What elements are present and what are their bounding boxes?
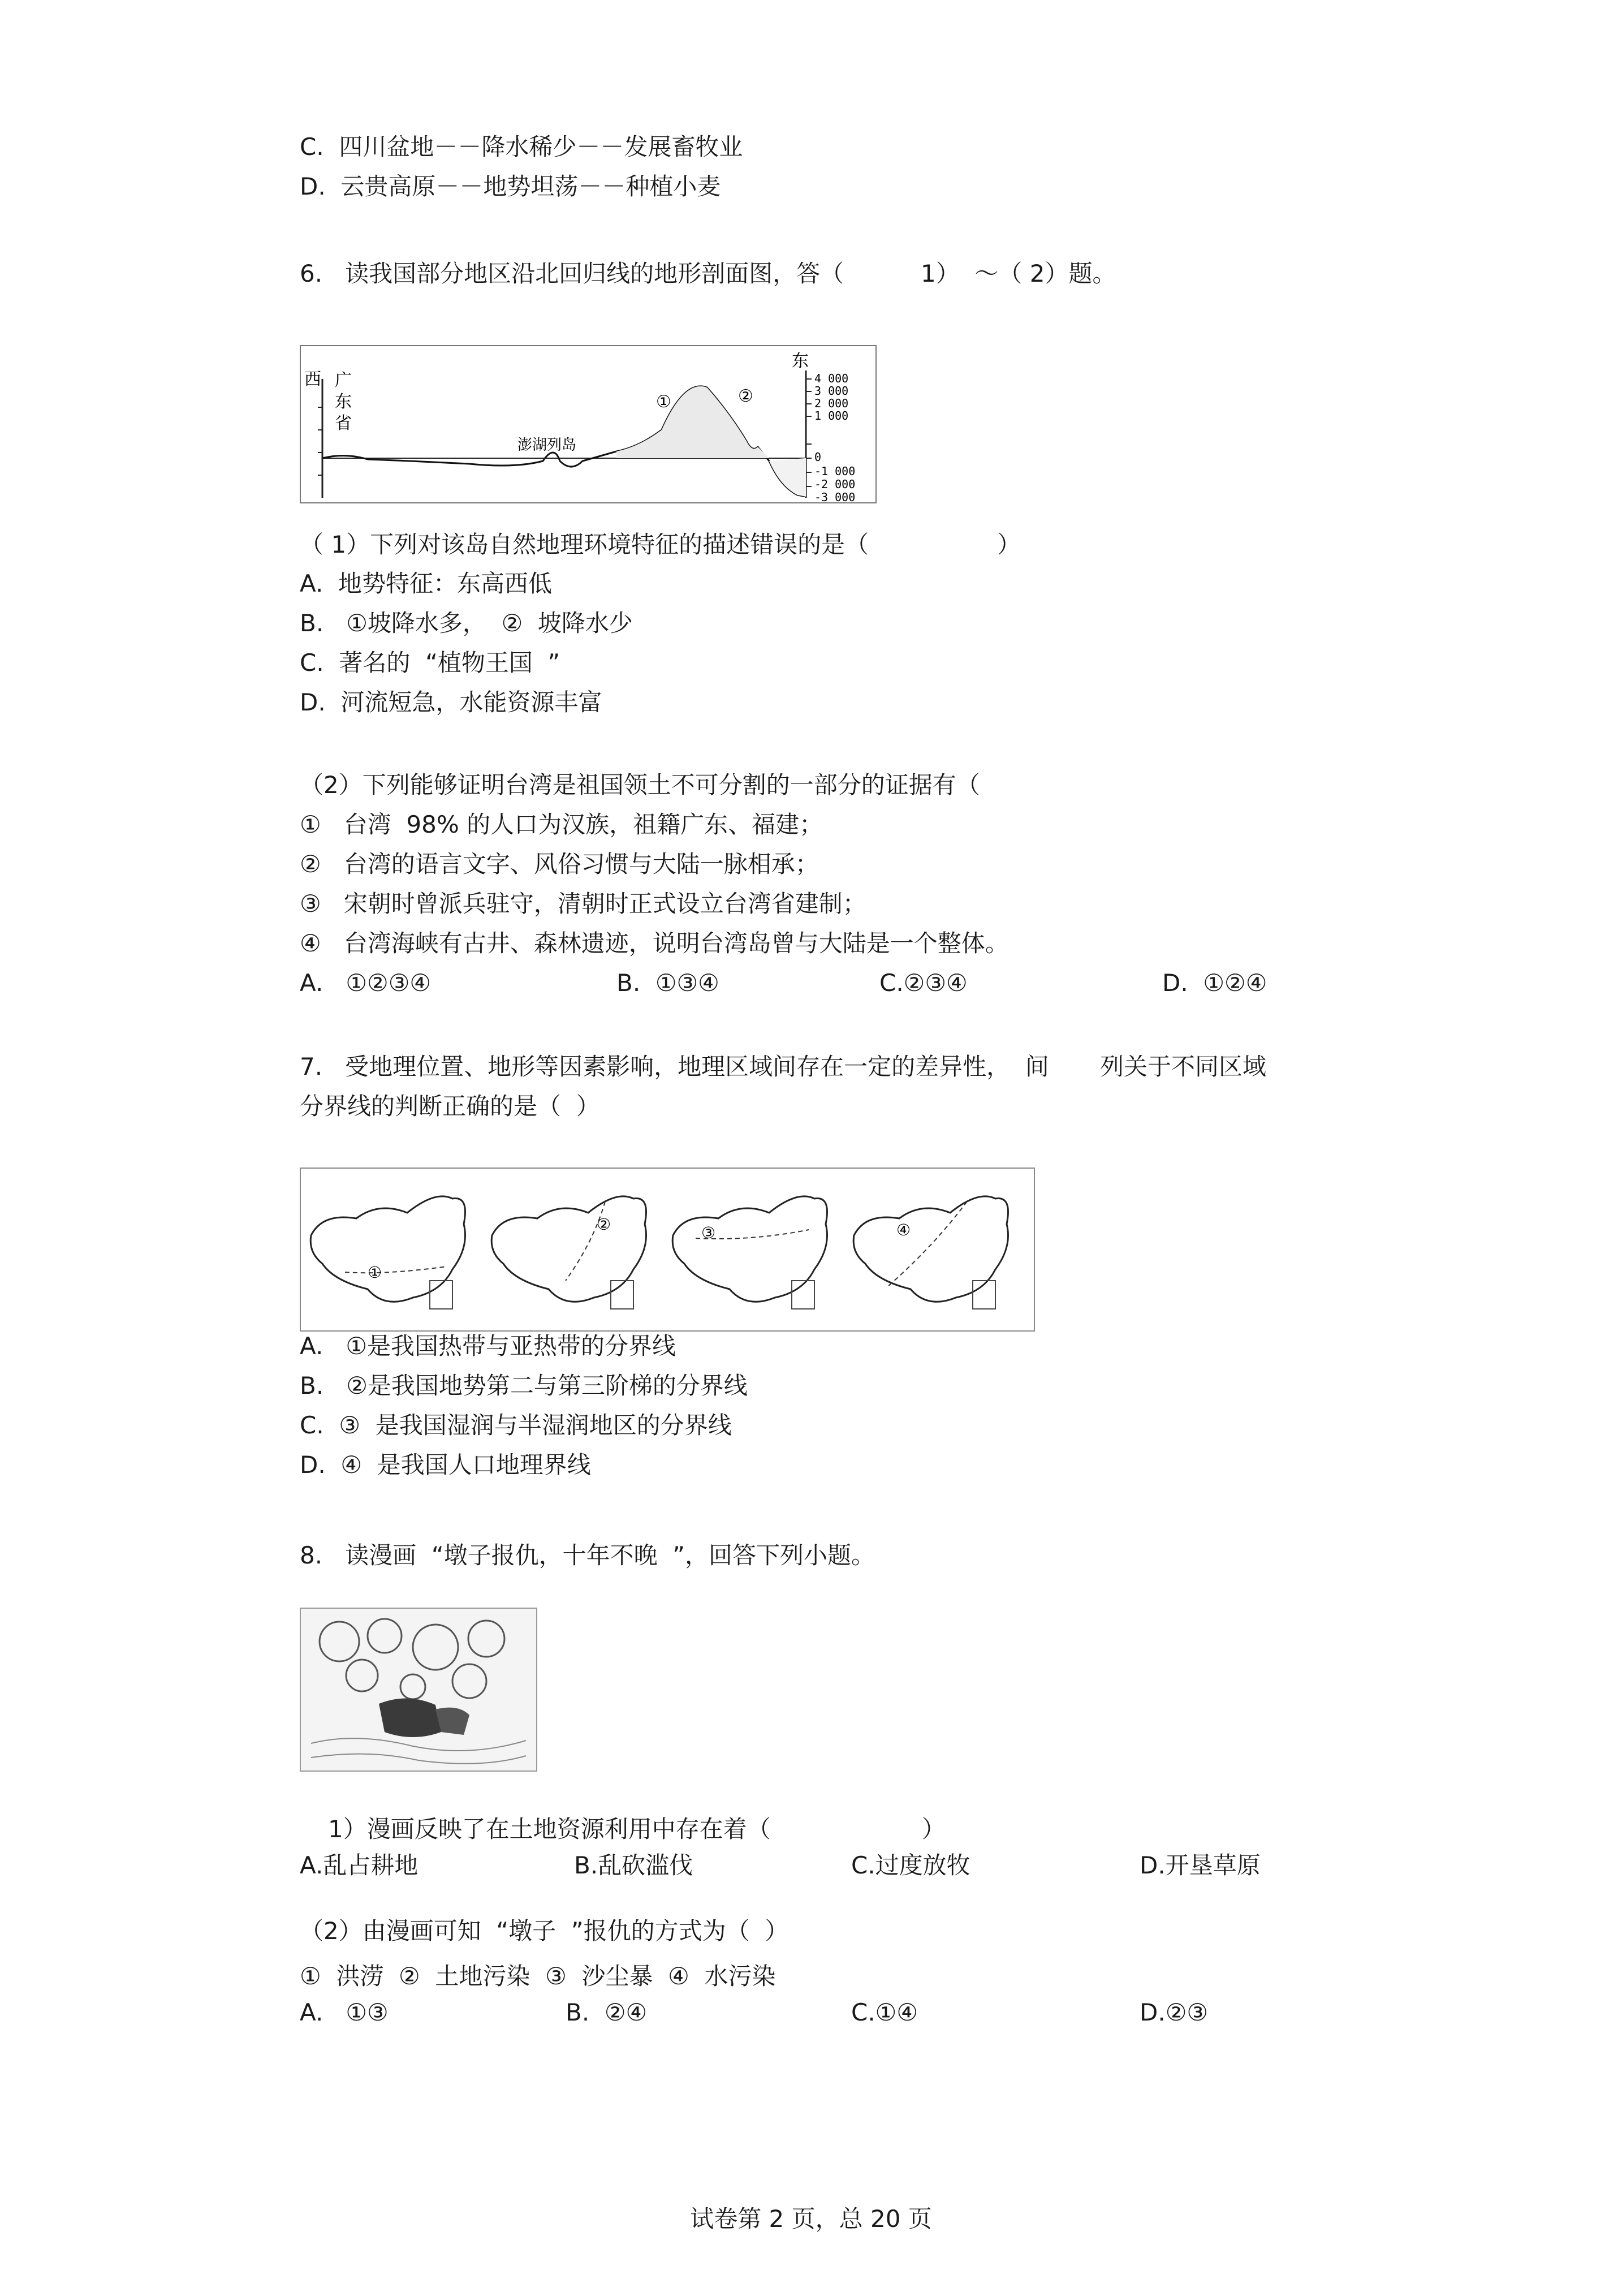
map-mark-3: ③ [701,1224,716,1242]
province-char-2: 东 [335,392,352,412]
q8-sub2-items: ① 洪涝 ② 土地污染 ③ 沙尘暴 ④ 水污染 [300,1962,776,1990]
scale-minus-3000: -3 000 [814,490,856,503]
q6-sub2-item-2: ② 台湾的语言文字、风俗习惯与大陆一脉相承； [300,850,819,878]
q6-sub2-option-d: D. ①②④ [1162,969,1267,997]
island-label: 澎湖列岛 [517,437,577,454]
map-mark-1: ① [368,1263,382,1282]
q8-sub2-option-d: D.②③ [1140,1998,1208,2026]
q8-sub1-option-b: B.乱砍滥伐 [574,1851,693,1879]
q7-option-c: C. ③ 是我国湿润与半湿润地区的分界线 [300,1411,732,1439]
map-mark-2: ② [597,1215,611,1234]
west-label: 西 [304,369,321,389]
q6-sub2-option-b: B. ①③④ [616,969,719,997]
scale-minus-1000: -1 000 [814,464,856,478]
scale-minus-2000: -2 000 [814,477,856,491]
province-char-3: 省 [335,413,352,433]
slope-2-mark: ② [738,386,753,406]
q8-sub1-option-c: C.过度放牧 [851,1851,970,1879]
q6-stem: 6. 读我国部分地区沿北回归线的地形剖面图，答（ [300,260,844,287]
q6-stem-tail: 1） ～（ 2）题。 [921,260,1116,287]
scale-0: 0 [814,450,822,464]
q7-stem-line-2: 分界线的判断正确的是（ ） [300,1092,600,1120]
q6-sub2-item-1: ① 台湾 98% 的人口为汉族，祖籍广东、福建； [300,811,823,838]
q8-sub2-option-a: A. ①③ [300,1998,389,2026]
q6-sub2-option-c: C.②③④ [879,969,968,997]
q5-option-c: C. 四川盆地－－降水稀少－－发展畜牧业 [300,133,743,161]
q8-sub2-option-b: B. ②④ [566,1998,648,2026]
q6-sub1-stem: （ 1）下列对该岛自然地理环境特征的描述错误的是（ ） [300,531,1021,558]
q5-option-d: D. 云贵高原－－地势坦荡－－种植小麦 [300,173,721,200]
q6-sub2-stem: （2）下列能够证明台湾是祖国领土不可分割的一部分的证据有（ [300,771,980,799]
q6-sub1-option-d: D. 河流短急，水能资源丰富 [300,688,602,716]
q6-sub1-option-a: A. 地势特征：东高西低 [300,570,553,597]
cartoon-figure [300,1608,537,1772]
terrain-profile-figure [300,345,877,503]
q7-stem: 7. 受地理位置、地形等因素影响，地理区域间存在一定的差异性， 间 [300,1053,1049,1080]
map-mark-4: ④ [896,1221,911,1239]
q6-sub2-item-3: ③ 宋朝时曾派兵驻守，清朝时正式设立台湾省建制； [300,890,866,917]
scale-2000: 2 000 [814,397,849,410]
q8-sub1-stem: 1）漫画反映了在土地资源利用中存在着（ ） [328,1815,946,1843]
scale-1000: 1 000 [814,409,849,423]
q7-option-a: A. ①是我国热带与亚热带的分界线 [300,1332,676,1360]
china-maps-figure [300,1168,1035,1332]
scale-3000: 3 000 [814,384,849,398]
q6-sub2-item-4: ④ 台湾海峡有古井、森林遗迹，说明台湾岛曾与大陆是一个整体。 [300,929,1009,957]
q7-option-b: B. ②是我国地势第二与第三阶梯的分界线 [300,1372,748,1399]
q6-sub1-option-b: B. ①坡降水多， ② 坡降水少 [300,609,633,637]
q8-sub1-option-d: D.开垦草原 [1140,1851,1261,1879]
scale-4000: 4 000 [814,372,849,385]
q6-sub1-option-c: C. 著名的 “植物王国 ” [300,649,560,677]
q8-sub2-option-c: C.①④ [851,1998,918,2026]
slope-1-mark: ① [656,392,671,412]
q6-sub2-option-a: A. ①②③④ [300,969,432,997]
q8-sub2-stem: （2）由漫画可知 “墩子 ”报仇的方式为（ ） [300,1917,789,1945]
q8-stem: 8. 读漫画 “墩子报仇，十年不晚 ”，回答下列小题。 [300,1541,875,1569]
q8-sub1-option-a: A.乱占耕地 [300,1851,419,1879]
east-label: 东 [792,351,809,371]
province-char-1: 广 [335,371,352,390]
page-footer: 试卷第 2 页，总 20 页 [690,2205,932,2233]
q7-option-d: D. ④ 是我国人口地理界线 [300,1451,591,1479]
q7-stem-tail: 列关于不同区域 [1100,1053,1267,1080]
